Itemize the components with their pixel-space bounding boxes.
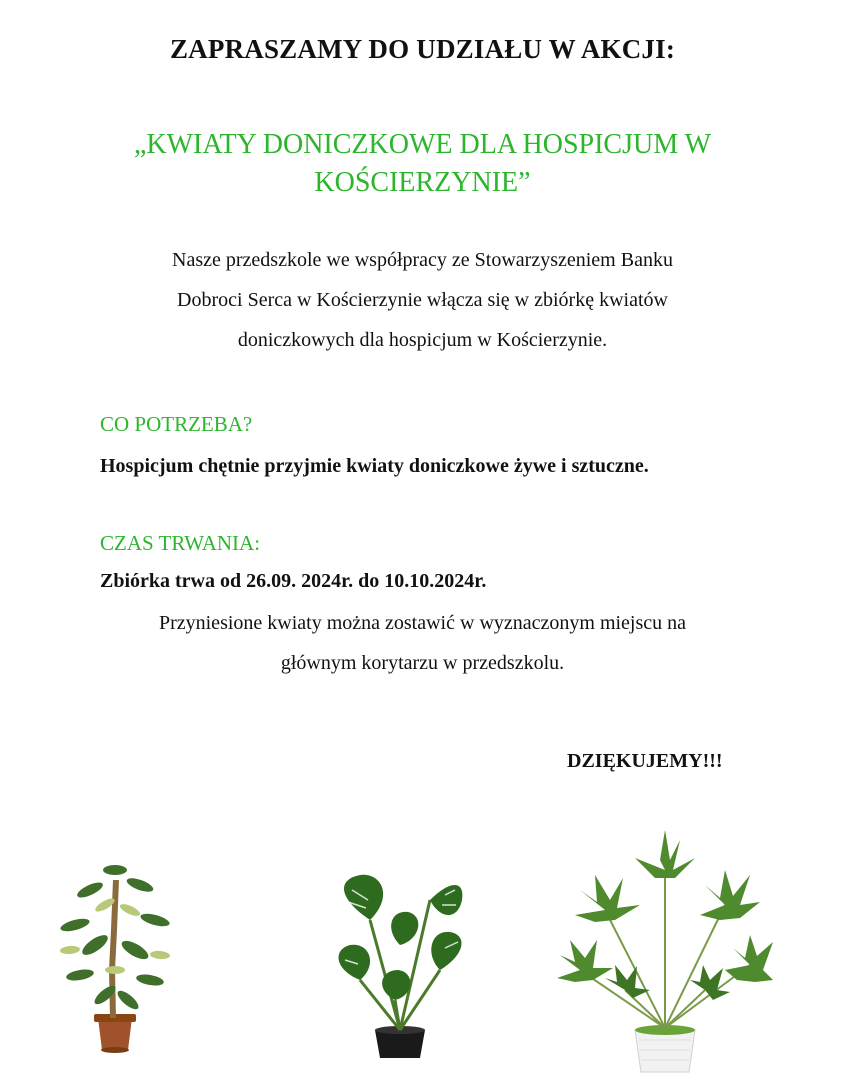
drop-off-note — [95, 603, 750, 683]
note-line-2: głównym korytarzu w przedszkolu. — [280, 652, 565, 674]
need-heading: CO POTRZEBA? — [100, 412, 253, 436]
duration-heading: CZAS TRWANIA: — [100, 531, 261, 555]
intro-line-3: doniczkowych dla hospicjum w Kościerzynie. — [237, 329, 608, 351]
need-text: Hospicjum chętnie przyjmie kwiaty doniczkowe żywe i sztuczne. — [100, 455, 649, 477]
intro-line-2: Dobroci Serca w Kościerzynie włącza się w zbiórkę kwiatów — [177, 289, 668, 311]
intro-line-1: Nasze przedszkole we współpracy ze Stowarzyszeniem Banku — [172, 249, 673, 271]
headline: ZAPRASZAMY DO UDZIAŁU W AKCJI: — [169, 34, 676, 64]
monstera-plant-image — [330, 860, 470, 1065]
note-line-1: Przyniesione kwiaty można zostawić w wyznaczonym miejscu na — [158, 612, 687, 634]
duration-text: Zbiórka trwa od 26.09. 2024r. do 10.10.2024r. — [100, 570, 487, 592]
fatsia-plant-image — [555, 830, 775, 1075]
intro-paragraph — [90, 240, 755, 360]
campaign-title: „KWIATY DONICZKOWE DLA HOSPICJUM W KOŚCIERZYNIE” — [133, 129, 712, 198]
schefflera-plant-image — [50, 850, 180, 1060]
thanks-text: DZIĘKUJEMY!!! — [567, 750, 723, 772]
